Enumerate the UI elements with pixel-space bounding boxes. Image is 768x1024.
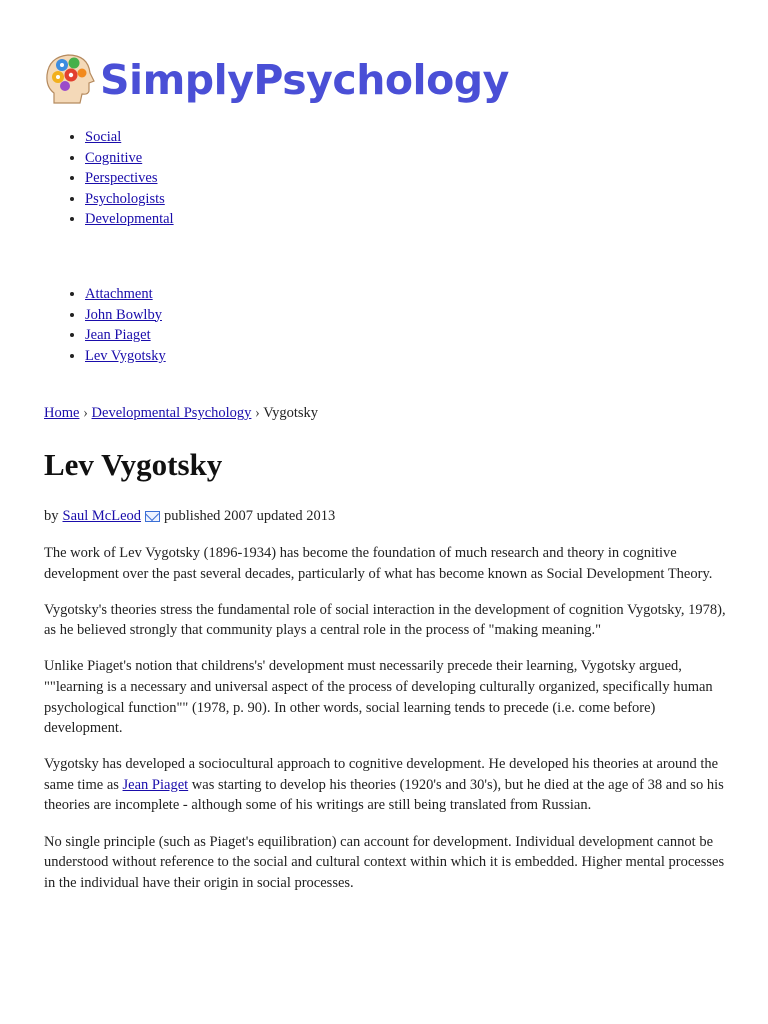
list-item: [85, 325, 166, 346]
head-gears-icon: [44, 51, 96, 109]
paragraph: No single principle (such as Piaget's equilibration) can account for development. Individual development cannot be understood without reference to the social and cultural context within which it is embedded. Higher mental processes in the individual have their origin in social processes.: [44, 833, 725, 891]
breadcrumb-section-link[interactable]: Developmental Psychology: [91, 405, 252, 421]
nav-link-psychologists[interactable]: Psychologists: [85, 190, 165, 207]
article-body: [44, 543, 734, 909]
nav-link-lev-vygotsky[interactable]: Lev Vygotsky: [85, 347, 166, 364]
paragraph-text: was starting to develop his theories (1920's and 30's), but he died at the age of 38 and so his theories are incomplete - although some of his writings are still being translated from Russian.: [44, 776, 724, 814]
list-item: [85, 148, 174, 169]
byline-by: by: [44, 508, 59, 524]
nav-link-cognitive[interactable]: Cognitive: [85, 149, 143, 166]
author-link[interactable]: Saul McLeod: [62, 508, 142, 524]
jean-piaget-link[interactable]: Jean Piaget: [122, 776, 189, 793]
nav-link-social[interactable]: Social: [85, 129, 122, 145]
paragraph: Unlike Piaget's notion that childrens's' development must necessarily precede their learning, Vygotsky argued, ""learning is a necessary and universal aspect of the process of developing culturally organized, specifically human psychological function"" (1978, p. 90). In other words, social learning tends to precede (i.e. come before) development.: [44, 658, 713, 737]
list-item: [85, 189, 174, 210]
nav-link-perspectives[interactable]: Perspectives: [85, 170, 158, 187]
nav-link-attachment[interactable]: Attachment: [85, 286, 153, 302]
list-item: [85, 284, 166, 305]
site-logo[interactable]: [44, 50, 509, 110]
paragraph: Vygotsky's theories stress the fundamental role of social interaction in the development of cognition Vygotsky, 1978), as he believed strongly that community plays a central role in the process of "making meaning.": [44, 601, 726, 639]
paragraph: The work of Lev Vygotsky (1896-1934) has become the foundation of much research and theory in cognitive development over the past several decades, particularly of what has become known as Social Development Theory.: [44, 545, 713, 582]
breadcrumb-home-link[interactable]: Home: [44, 405, 80, 421]
list-item: [85, 305, 166, 326]
list-item: [85, 168, 174, 189]
page-title: Lev Vygotsky: [44, 447, 223, 482]
breadcrumb-separator: ›: [255, 405, 260, 421]
breadcrumb: [44, 405, 318, 422]
logo-wordmark: SimplyPsychology: [100, 55, 509, 104]
primary-nav: [44, 127, 174, 230]
list-item: [85, 209, 174, 230]
breadcrumb-current: Vygotsky: [263, 405, 319, 421]
breadcrumb-separator: ›: [83, 405, 88, 421]
byline: [44, 508, 335, 525]
list-item: [85, 127, 174, 148]
list-item: [85, 346, 166, 367]
paragraph: [44, 754, 734, 816]
secondary-nav: [44, 284, 166, 366]
nav-link-developmental[interactable]: Developmental: [85, 211, 174, 228]
paragraph-text: Vygotsky has developed a sociocultural approach to cognitive development. He developed his theories at around the same time as: [44, 756, 719, 793]
nav-link-john-bowlby[interactable]: John Bowlby: [85, 306, 162, 323]
publish-dates: published 2007 updated 2013: [164, 508, 336, 524]
nav-link-jean-piaget[interactable]: Jean Piaget: [85, 327, 151, 344]
email-icon[interactable]: [145, 511, 160, 522]
